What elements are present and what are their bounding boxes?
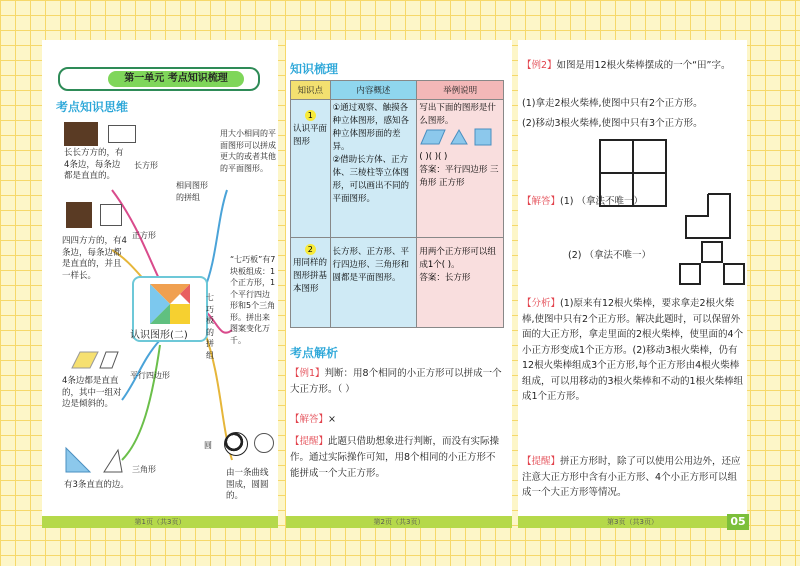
tangram-description: “七巧板”有7块板组成：1个正方形，1个平行四边形和5个三角形。拼出来图案变化万千。 bbox=[230, 255, 276, 345]
circle-shape bbox=[254, 433, 274, 453]
center-topic-label: 认识图形(二) bbox=[130, 330, 188, 341]
section-title-knowledge: 知识梳理 bbox=[290, 62, 339, 76]
table-cell-example bbox=[417, 238, 504, 328]
footer-page3: 第3页（共3页） bbox=[518, 516, 747, 528]
answer-tag: 【解答】 bbox=[290, 414, 329, 425]
answer-1: (1) （拿法不唯一） bbox=[560, 196, 643, 207]
number-badge: 2 bbox=[305, 244, 316, 255]
answer-block bbox=[522, 194, 672, 210]
parallelogram-label: 平行四边形 bbox=[130, 371, 170, 380]
example2-tag: 【例2】 bbox=[522, 60, 557, 71]
example-answer: 答案：平行四边形 三角形 正方形 bbox=[419, 165, 499, 188]
page-left bbox=[42, 40, 278, 526]
cube-image bbox=[66, 202, 92, 228]
example2-block bbox=[522, 58, 744, 74]
example2-text: 如图是用12根火柴棒摆成的一个“田”字。 bbox=[556, 60, 731, 71]
example-text: 用两个正方形可以组成1个( )。 bbox=[419, 247, 496, 270]
analysis-tag: 【分析】 bbox=[522, 298, 561, 309]
example1-text: 判断：用8个相同的小正方形可以拼成一个大正方形。（ ） bbox=[290, 368, 502, 395]
answer-2: (2) （拿法不唯一） bbox=[568, 250, 651, 261]
table-cell-content bbox=[330, 100, 417, 238]
rectangle-shape bbox=[108, 125, 136, 143]
page-right bbox=[518, 40, 747, 526]
footer-page1: 第1页（共3页） bbox=[42, 516, 278, 528]
analysis-block bbox=[522, 296, 744, 405]
tip-tag: 【提醒】 bbox=[290, 436, 329, 447]
question-1: (1)拿走2根火柴棒,使图中只有2个正方形。 bbox=[522, 98, 703, 109]
example-shapes bbox=[419, 128, 495, 146]
section-title-mindmap: 考点知识思维 bbox=[56, 100, 129, 114]
tip-block bbox=[522, 454, 744, 501]
tip-tag: 【提醒】 bbox=[522, 456, 561, 467]
parallelogram-shapes bbox=[66, 350, 120, 370]
knowledge-table bbox=[290, 80, 504, 328]
tip-text: 此题只借助想象进行判断，而没有实际操作。通过实际操作可知，用8个相同的小正方形不能拼成一个大正方形。 bbox=[290, 436, 500, 479]
content-text-a: ①通过观察、触摸各种立体图形，感知各种立体图形面的差异。 bbox=[332, 103, 410, 152]
table-cell-content bbox=[330, 238, 417, 328]
table-cell-point bbox=[291, 238, 331, 328]
combine-description: 用大小相同的平面图形可以拼成更大的或者其他的平面图形。 bbox=[220, 129, 276, 173]
table-header: 举例说明 bbox=[417, 81, 504, 100]
number-badge: 1 bbox=[305, 110, 316, 121]
point-text: 认识平面图形 bbox=[293, 124, 328, 147]
triangle-shapes bbox=[64, 446, 124, 474]
square-shape bbox=[100, 204, 122, 226]
question-2: (2)移动3根火柴棒,使图中只有3个正方形。 bbox=[522, 118, 703, 129]
triangle-label: 三角形 bbox=[132, 465, 156, 474]
tip-block bbox=[290, 434, 504, 482]
content-text: 长方形、正方形、平行四边形、三角形和圆都是平面图形。 bbox=[332, 247, 410, 283]
table-header: 知识点 bbox=[291, 81, 331, 100]
example-blanks: ( )( )( ) bbox=[419, 152, 448, 162]
circle-description: 由一条曲线围成，圆圆的。 bbox=[226, 468, 269, 501]
square-label: 正方形 bbox=[132, 231, 156, 240]
tangram-label: 七巧板的拼组 bbox=[206, 293, 214, 360]
triangle-description: 有3条直直的边。 bbox=[64, 480, 129, 490]
soccer-ball-icon bbox=[224, 432, 248, 456]
example-answer: 答案：长方形 bbox=[419, 273, 471, 283]
page-number: 05 bbox=[727, 514, 749, 530]
table-cell-example bbox=[417, 100, 504, 238]
example1-tag: 【例1】 bbox=[290, 368, 325, 379]
example1-block bbox=[290, 366, 504, 398]
rectangle-label: 长方形 bbox=[134, 161, 158, 170]
table-cell-point bbox=[291, 100, 331, 238]
rectangle-description: 长长方方的，有4条边，每条边都是直直的。 bbox=[64, 148, 124, 181]
parallelogram-description: 4条边都是直直的，其中一组对边是倾斜的。 bbox=[62, 376, 122, 409]
section-title-analysis: 考点解析 bbox=[290, 346, 339, 360]
table-header: 内容概述 bbox=[330, 81, 417, 100]
combine-label: 相同图形的拼组 bbox=[176, 181, 208, 202]
example-text: 写出下面的图形是什么图形。 bbox=[419, 103, 496, 126]
square-description: 四四方方的，有4条边，每条边都是直直的，并且一样长。 bbox=[62, 236, 127, 281]
unit-banner-title: 第一单元 考点知识梳理 bbox=[108, 71, 244, 87]
page-middle bbox=[286, 40, 512, 526]
answer-tag: 【解答】 bbox=[522, 196, 561, 207]
footer-page2: 第2页（共3页） bbox=[286, 516, 512, 528]
content-text-b: ②借助长方体、正方体、三棱柱等立体图形，可以画出不同的平面图形。 bbox=[332, 155, 410, 204]
book-image bbox=[64, 122, 98, 146]
answer2-figure bbox=[678, 240, 746, 290]
tip-text: 拼正方形时，除了可以使用公用边外，还应注意大正方形中含有小正方形、4个小正方形可以组成一个大正方形等情况。 bbox=[522, 456, 741, 498]
answer1-figure bbox=[684, 192, 732, 240]
circle-label: 圆 bbox=[204, 441, 212, 450]
answer-block bbox=[290, 412, 504, 428]
analysis-text: (1)原来有12根火柴棒，要求拿走2根火柴棒,使图中只有2个正方形。解决此题时，可以保留外面的大正方形，拿走里面的2根火柴棒，使里面的4个小正方形变成1个正方形。(2)移动3根火柴棒，仍有12根火柴棒组成3个正方形,每个正方形由4根火柴棒组成，可以用移动的3根火柴棒和不动的1根火柴棒组成1个正方形。 bbox=[522, 298, 744, 402]
point-text: 用同样的图形拼基本图形 bbox=[293, 258, 328, 294]
answer-text: × bbox=[328, 414, 336, 425]
